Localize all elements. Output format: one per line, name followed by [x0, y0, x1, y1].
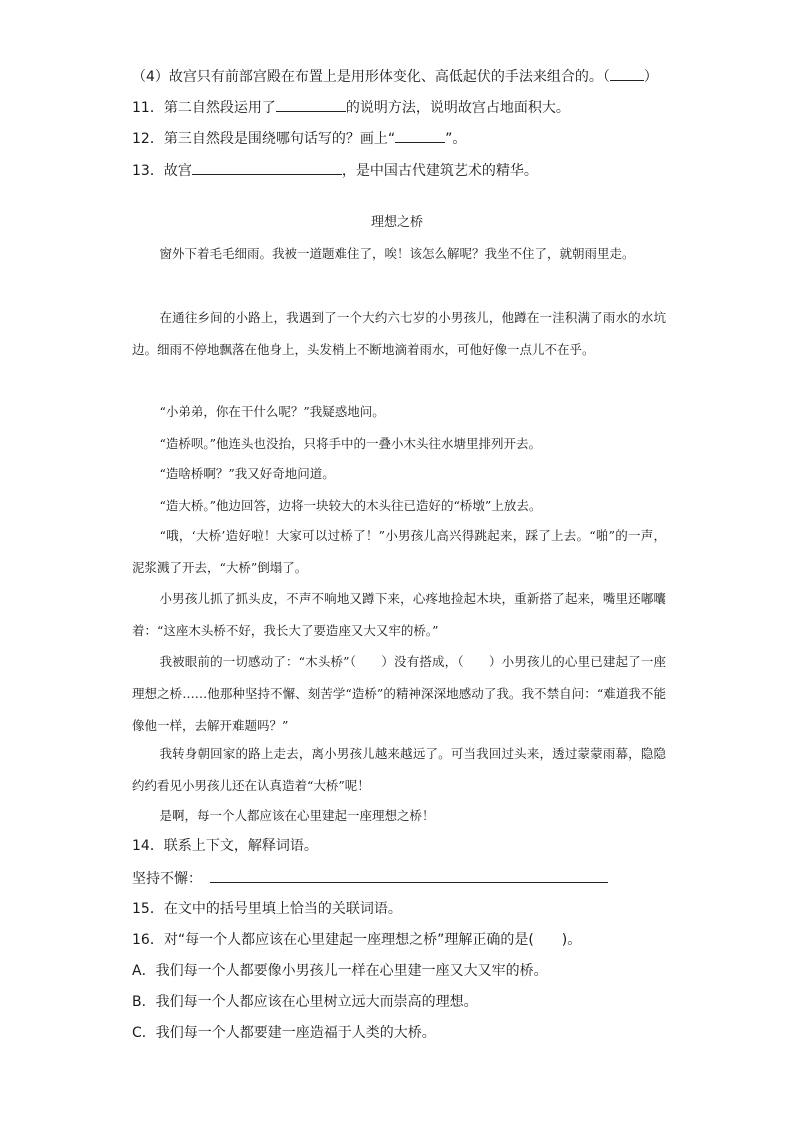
question-4: （4）故宫只有前部宫殿在布置上是用形体变化、高低起伏的手法来组合的。（ ）	[132, 66, 658, 87]
article-paragraph-8: 小男孩儿抓了抓头皮，不声不响地又蹲下来，心疼地捡起木块，重新搭了起来，嘴里还嘟囔着：“这座木头桥不好，我长大了要造座又大又牢的桥。”	[132, 591, 666, 638]
article-paragraph-5: “造啥桥啊？”我又好奇地问道。	[159, 466, 335, 481]
option-c[interactable]: C．我们每一个人都要建一座造福于人类的大桥。	[132, 1025, 436, 1041]
question-12: 12．第三自然段是围绕哪句话写的？画上“ ”。	[132, 128, 466, 149]
question-16: 16．对“每一个人都应该在心里建起一座理想之桥”理解正确的是( )。	[132, 932, 582, 948]
article-paragraph-10: 我转身朝回家的路上走去，离小男孩儿越来越远了。可当我回过头来，透过蒙蒙雨幕，隐隐约约看见小男孩儿还在认真造着“大桥”呢！	[132, 746, 666, 793]
question-15: 15．在文中的括号里填上恰当的关联词语。	[132, 901, 402, 917]
article-paragraph-3: “小弟弟，你在干什么呢？”我疑惑地问。	[159, 404, 385, 419]
question-4-text: （4）故宫只有前部宫殿在布置上是用形体变化、高低起伏的手法来组合的。	[132, 69, 603, 85]
question-11: 11．第二自然段运用了 的说明方法，说明故宫占地面积大。	[132, 97, 570, 118]
article-paragraph-4: “造桥呗。”他连头也没抬，只将手中的一叠小木头往水塘里排列开去。	[159, 436, 542, 451]
article-paragraph-2: 在通往乡间的小路上，我遇到了一个大约六七岁的小男孩儿，他蹲在一洼积满了雨水的水坑边。细雨不停地飘落在他身上，头发梢上不断地滴着雨水，可他好像一点儿不在乎。	[132, 310, 666, 357]
question-14: 14．联系上下文，解释词语。	[132, 838, 318, 854]
question-14-answer-row	[132, 868, 608, 889]
answer-blank-q11[interactable]	[276, 97, 346, 112]
answer-blank-q13[interactable]	[192, 160, 342, 175]
answer-blank-q12[interactable]	[395, 128, 445, 143]
article-paragraph-11: 是啊，每一个人都应该在心里建起一座理想之桥！	[159, 808, 435, 823]
article-paragraph-7: “哦，‘大桥’造好啦！大家可以过桥了！”小男孩儿高兴得跳起来，踩了上去。“啪”的一声，泥浆溅了开去，“大桥”倒塌了。	[132, 528, 666, 575]
option-a[interactable]: A．我们每一个人都要像小男孩儿一样在心里建一座又大又牢的桥。	[132, 963, 548, 979]
question-13: 13．故宫 ，是中国古代建筑艺术的精华。	[132, 160, 538, 181]
article-paragraph-9: 我被眼前的一切感动了：“木头桥”（ ）没有搭成，（ ）小男孩儿的心里已建起了一座理想之桥……他那种坚持不懈、刻苦学“造桥”的精神深深地感动了我。我不禁自问：“难道我不能像他一样，去解开难题吗？”	[132, 654, 666, 733]
answer-blank-q4[interactable]	[610, 66, 644, 81]
article-paragraph-1: 窗外下着毛毛细雨。我被一道题难住了，唉！该怎么解呢？我坐不住了，就朝雨里走。	[159, 246, 635, 261]
article-title: 理想之桥	[370, 215, 423, 230]
article-paragraph-6: “造大桥。”他边回答，边将一块较大的木头往已造好的“桥墩”上放去。	[159, 498, 542, 513]
answer-blank-q14[interactable]	[210, 868, 608, 883]
question-14-word: 坚持不懈：	[132, 871, 202, 887]
option-b[interactable]: B．我们每一个人都应该在心里树立远大而崇高的理想。	[132, 994, 478, 1010]
